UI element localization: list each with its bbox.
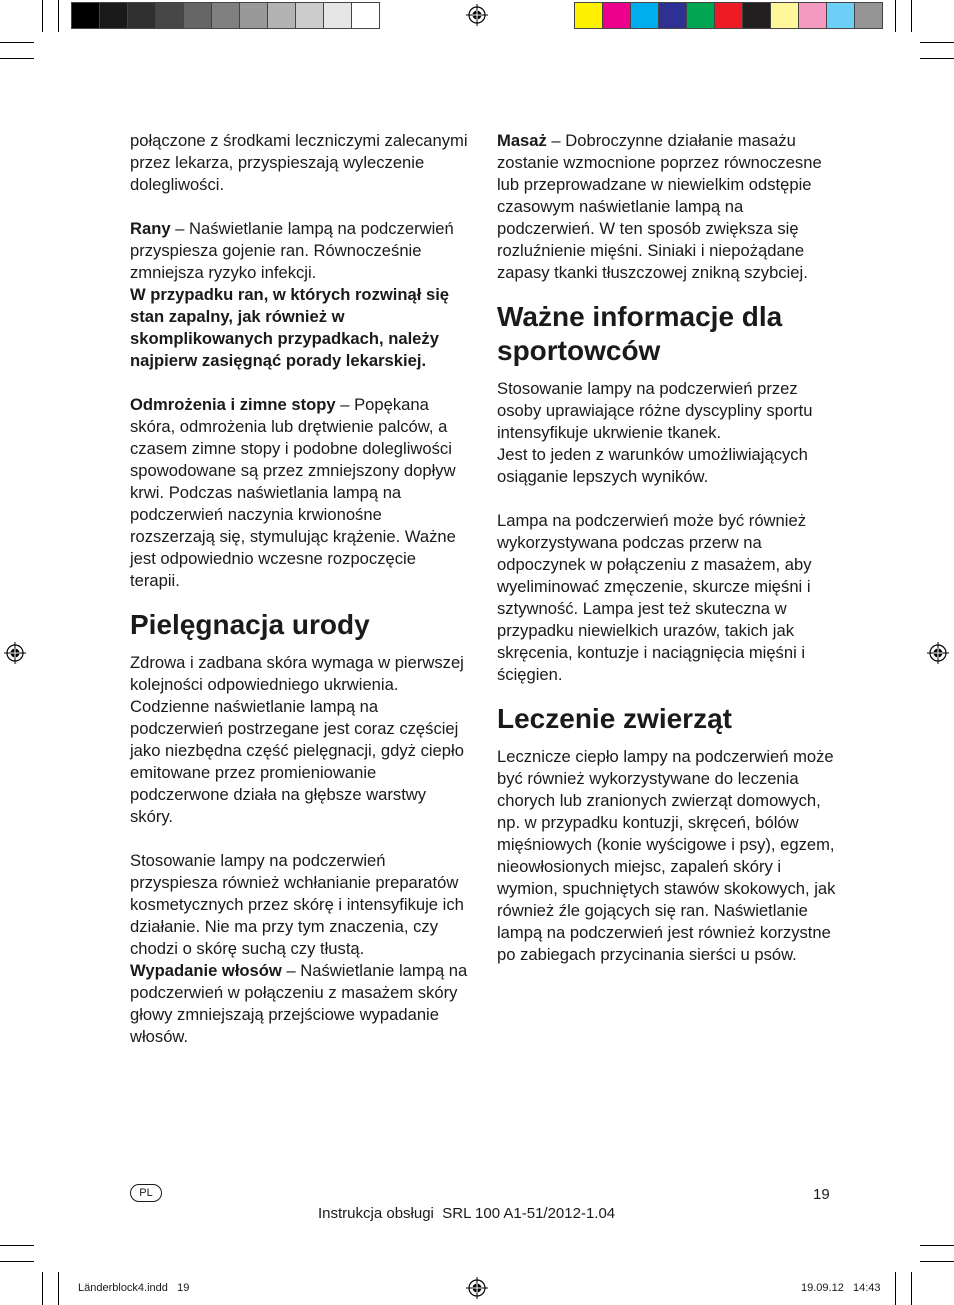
color-swatch: [826, 2, 855, 29]
crop-mark: [911, 1272, 912, 1305]
left-column: [130, 130, 470, 1048]
color-swatch: [630, 2, 659, 29]
slug-date-info: 19.09.12 14:43: [801, 1282, 881, 1294]
color-swatch: [295, 2, 324, 29]
color-swatch: [798, 2, 827, 29]
crop-mark: [895, 0, 896, 32]
registration-mark-icon: [927, 642, 949, 664]
massage-text: – Dobroczynne działanie masażu zostanie wzmocnione poprzez równoczesne lub przeprowadzane w niewielkim odstępie czasowym naświetlanie lampą na podczerwień. W ten sposób zwiększa się rozluźnienie mięśni. Siniaki i niepożądane zapasy tkanki tłuszczowej znikną szybciej.: [497, 131, 822, 282]
color-swatch: [99, 2, 128, 29]
color-swatch: [267, 2, 296, 29]
sport-paragraph-1: Stosowanie lampy na podczerwień przez osoby uprawiające różne dyscypliny sportu intensyfikuje ukrwienie tkanek.: [497, 379, 813, 442]
animals-paragraph: Lecznicze ciepło lampy na podczerwień może być również wykorzystywane do leczenia chorych lub zranionych zwierząt domowych, np. w przypadku kontuzji, skręceń, bólów mięśniowych (konie wyścigowe i psy), egzem, nieowłosionych miejsc, zapaleń skóry i wymion, spuchniętych stawów skokowych, jak również źle gojących się ran. Naświetlanie lampą na podczerwień jest również korzystne po zabiegach przycinania sierści u psów.: [497, 747, 836, 964]
color-swatch: [211, 2, 240, 29]
crop-mark: [920, 1245, 954, 1246]
sport-paragraph-2: Lampa na podczerwień może być również wykorzystywana podczas przerw na odpoczynek w połączeniu z masażem, aby wyeliminować zmęczenie, skurcze mięśni i sztywność. Lampa jest też skuteczna w przypadku niewielkich urazów, takich jak skręcenia, kontuzje i naciągnięcia mięśni i ścięgien.: [497, 511, 812, 684]
color-swatch: [742, 2, 771, 29]
frostbite-paragraph: [130, 394, 470, 592]
wounds-paragraph: [130, 218, 470, 284]
wounds-label: Rany: [130, 219, 171, 238]
beauty-paragraph-2: Stosowanie lampy na podczerwień przyspiesza również wchłanianie preparatów kosmetycznych przez skórę i intensyfikuje ich działanie. Nie ma przy tym znaczenia, czy chodzi o skórę suchą czy tłustą.: [130, 851, 464, 958]
intro-paragraph: połączone z środkami leczniczymi zalecanymi przez lekarza, przyspieszają wyleczenie dolegliwości.: [130, 131, 468, 194]
color-swatch: [658, 2, 687, 29]
color-swatch: [127, 2, 156, 29]
massage-paragraph: [497, 130, 837, 284]
crop-mark: [0, 1261, 34, 1262]
crop-mark: [895, 1272, 896, 1305]
language-badge: PL: [130, 1184, 162, 1202]
color-swatch: [239, 2, 268, 29]
color-swatch: [854, 2, 883, 29]
sport-heading: Ważne informacje dla sportowców: [497, 301, 783, 366]
wounds-text: – Naświetlanie lampą na podczerwień przyspiesza gojenie ran. Równocześnie zmniejsza ryzyko infekcji.: [130, 219, 454, 282]
color-swatch: [602, 2, 631, 29]
crop-mark: [911, 0, 912, 32]
crop-mark: [920, 1261, 954, 1262]
crop-mark: [42, 1272, 43, 1305]
animals-heading: Leczenie zwierząt: [497, 703, 732, 734]
crop-mark: [0, 1245, 34, 1246]
slug-file-info: Länderblock4.indd 19: [78, 1282, 190, 1294]
color-swatch: [770, 2, 799, 29]
crop-mark: [58, 1272, 59, 1305]
color-swatch: [351, 2, 380, 29]
crop-mark: [58, 0, 59, 32]
crop-mark: [920, 42, 954, 43]
massage-label: Masaż: [497, 131, 547, 150]
frostbite-label: Odmrożenia i zimne stopy: [130, 395, 336, 414]
registration-mark-icon: [466, 1277, 488, 1299]
registration-mark-icon: [4, 642, 26, 664]
manual-reference: Instrukcja obsługi SRL 100 A1-51/2012-1.04: [318, 1205, 616, 1222]
color-swatch: [574, 2, 603, 29]
hair-loss-paragraph: [130, 960, 470, 1048]
registration-mark-icon: [466, 4, 488, 26]
beauty-heading: Pielęgnacja urody: [130, 609, 370, 640]
wounds-warning: W przypadku ran, w których rozwinął się stan zapalny, jak również w skomplikowanych przypadkach, należy najpierw zasięgnąć porady lekarskiej.: [130, 285, 450, 370]
color-swatch: [71, 2, 100, 29]
page-number: 19: [813, 1186, 830, 1203]
crop-mark: [0, 42, 34, 43]
color-swatch: [714, 2, 743, 29]
color-swatch: [155, 2, 184, 29]
crop-mark: [42, 0, 43, 32]
hair-loss-label: Wypadanie włosów: [130, 961, 282, 980]
crop-mark: [920, 58, 954, 59]
color-swatch: [183, 2, 212, 29]
beauty-paragraph-1: Zdrowa i zadbana skóra wymaga w pierwszej kolejności odpowiedniego ukrwienia. Codzienne naświetlanie lampą na podczerwień postrzegane jest coraz częściej jako niezbędna część pielęgnacji, gdyż ciepło emitowane przez promieniowanie podczerwone działa na głębsze warstwy skóry.: [130, 653, 464, 826]
hair-loss-text: – Naświetlanie lampą na podczerwień w połączeniu z masażem skóry głowy zmniejszają przejściowe wypadanie włosów.: [130, 961, 468, 1046]
sport-paragraph-1b: Jest to jeden z warunków umożliwiających osiąganie lepszych wyników.: [497, 445, 808, 486]
crop-mark: [0, 58, 34, 59]
color-swatch: [686, 2, 715, 29]
frostbite-text: – Popękana skóra, odmrożenia lub drętwienie palców, a czasem zimne stopy i podobne dolegliwości spowodowane są przez zmniejszony dopływ krwi. Podczas naświetlania lampą na podczerwień naczynia krwionośne rozszerzają się, stymulując krążenie. Ważne jest odpowiednio wczesne rozpoczęcie terapii.: [130, 395, 456, 590]
right-column: [497, 130, 837, 966]
color-swatch: [323, 2, 352, 29]
